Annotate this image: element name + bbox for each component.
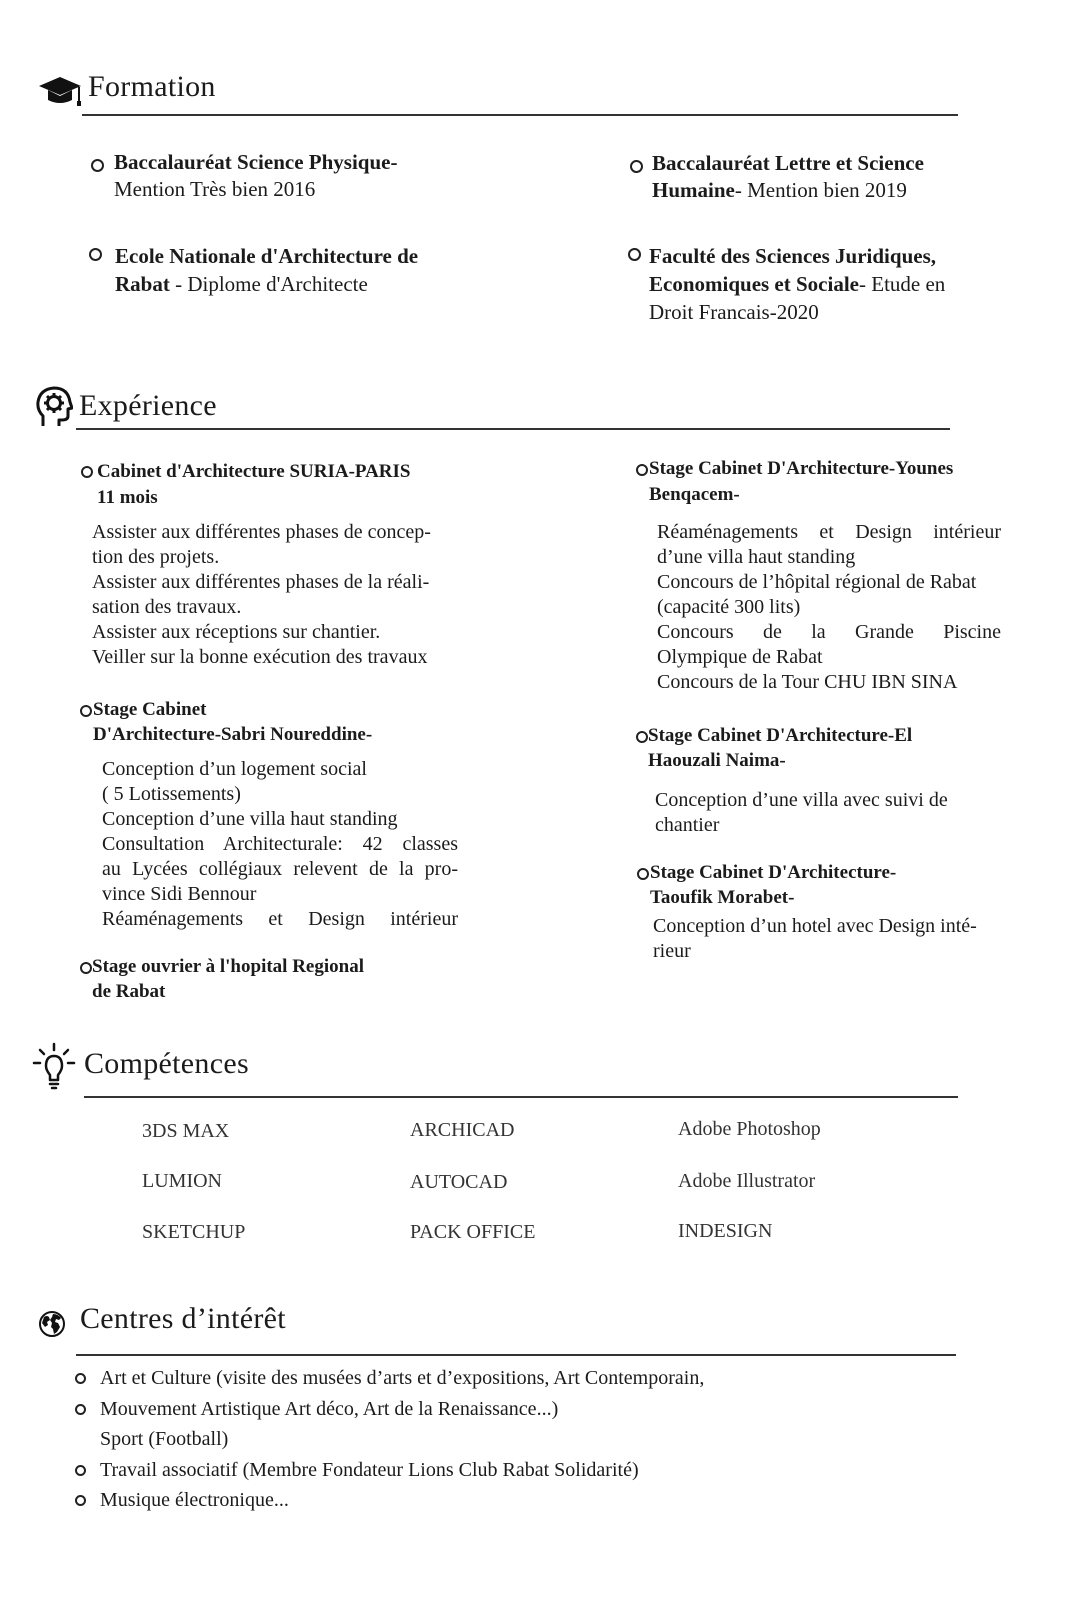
bullet (91, 159, 104, 172)
formation-item (114, 149, 474, 203)
bullet (637, 868, 649, 880)
competences-section-icon (32, 1042, 76, 1090)
experience-divider (76, 428, 950, 430)
experience-item-title-cont: D'Architecture-Sabri Noureddine- (93, 724, 373, 745)
formation-item-detail-cont: Droit Francais-2020 (649, 300, 819, 324)
skill-item: SKETCHUP (142, 1221, 246, 1243)
experience-item-description (102, 757, 458, 932)
formation-divider (82, 114, 958, 116)
description-line: Assister aux réceptions sur chantier. (92, 621, 381, 643)
experience-item-title-cont: Benqacem- (649, 484, 740, 505)
formation-item-title-cont: Rabat (115, 272, 170, 296)
graduation-cap-icon (38, 74, 84, 108)
description-line: Conception d’une villa avec suivi de (655, 789, 948, 811)
experience-item-title: Stage ouvrier à l'hopital Regional (92, 956, 364, 977)
description-line: Concours de l’hôpital régional de Rabat (657, 571, 977, 593)
formation-section-icon (38, 74, 84, 108)
experience-item-title: Stage Cabinet D'Architecture-El (648, 725, 913, 746)
skill-item: AUTOCAD (410, 1171, 508, 1193)
experience-item-title: Stage Cabinet D'Architecture-Younes (649, 458, 954, 479)
experience-section-icon (35, 386, 73, 428)
description-line: Conception d’une villa haut standing (102, 808, 398, 830)
description-line: Concours de la Grande Piscine (657, 621, 1001, 643)
interets-list (100, 1363, 704, 1516)
description-line: Consultation Architecturale: 42 classes (102, 833, 458, 855)
formation-item-detail: - Mention bien 2019 (734, 178, 907, 202)
description-line: Réaménagements et Design intérieur (102, 908, 458, 930)
bullet (89, 248, 102, 261)
interet-line: Musique électronique... (100, 1489, 289, 1511)
experience-item-description (653, 914, 1003, 964)
bullet (75, 1465, 86, 1476)
description-line: Concours de la Tour CHU IBN SINA (657, 671, 958, 693)
formation-item (649, 242, 1009, 326)
description-line: Conception d’un logement social (102, 758, 367, 780)
skill-item: Adobe Illustrator (678, 1170, 816, 1192)
head-gear-icon (35, 386, 73, 428)
skill-item: LUMION (142, 1170, 222, 1192)
description-line: Olympique de Rabat (657, 646, 823, 668)
skill-item: PACK OFFICE (410, 1221, 536, 1243)
formation-item-detail: - Diplome d'Architecte (169, 272, 368, 296)
description-line: sation des travaux. (92, 596, 242, 618)
description-line: Réaménagements et Design intérieur (657, 521, 1001, 543)
interet-line: Mouvement Artistique Art déco, Art de la Renaissance...) (100, 1397, 559, 1420)
formation-item-title: Baccalauréat Science Physique- (114, 150, 398, 174)
bullet (636, 731, 648, 743)
bullet (81, 466, 93, 478)
bullet (80, 962, 92, 974)
bullet (628, 248, 641, 261)
globe-icon (38, 1310, 66, 1338)
bullet (80, 705, 92, 717)
description-line: au Lycées collégiaux relevent de la pro- (102, 858, 458, 880)
formation-item-title: Baccalauréat Lettre et Science (652, 151, 924, 175)
competences-divider (84, 1096, 958, 1098)
interet-line: Travail associatif (Membre Fondateur Lions Club Rabat Solidarité) (100, 1458, 639, 1481)
formation-item-title-cont: Economiques et Sociale (649, 272, 859, 296)
description-line: Assister aux différentes phases de concep- (92, 521, 431, 543)
description-line: tion des projets. (92, 546, 220, 568)
interets-title: Centres d’intérêt (80, 1302, 286, 1335)
description-line: vince Sidi Bennour (102, 883, 257, 905)
bullet (630, 160, 643, 173)
formation-item-detail: Mention Très bien 2016 (114, 177, 316, 201)
bullet (75, 1373, 86, 1384)
experience-item-description (657, 520, 1001, 695)
formation-item (115, 242, 495, 298)
lightbulb-icon (32, 1042, 76, 1090)
experience-item-duration: 11 mois (97, 487, 158, 508)
description-line: d’une villa haut standing (657, 546, 856, 568)
formation-title: Formation (88, 70, 216, 103)
interets-section-icon (38, 1310, 66, 1338)
skill-item: ARCHICAD (410, 1119, 515, 1141)
experience-item-title-cont: de Rabat (92, 981, 166, 1002)
experience-item-description (92, 520, 462, 670)
formation-item-title-cont: Humaine (652, 178, 735, 202)
description-line: rieur (653, 940, 691, 962)
description-line: chantier (655, 814, 720, 836)
description-line: Conception d’un hotel avec Design inté- (653, 915, 977, 937)
formation-item (652, 150, 1012, 204)
experience-item-title: Cabinet d'Architecture SURIA-PARIS (97, 461, 411, 482)
competences-title: Compétences (84, 1047, 249, 1080)
experience-title: Expérience (79, 389, 217, 422)
experience-item-title: Stage Cabinet D'Architecture- (650, 862, 897, 883)
formation-item-title: Faculté des Sciences Juridiques, (649, 244, 936, 268)
formation-item-title: Ecole Nationale d'Architecture de (115, 244, 419, 268)
bullet (75, 1495, 86, 1506)
description-line: Veiller sur la bonne exécution des travaux (92, 646, 428, 668)
skill-item: 3DS MAX (142, 1120, 230, 1142)
skill-item: Adobe Photoshop (678, 1118, 821, 1140)
interet-line: Art et Culture (visite des musées d’arts et d’expositions, Art Contemporain, (100, 1367, 705, 1389)
description-line: ( 5 Lotissements) (102, 783, 241, 805)
formation-item-detail: - Etude en (859, 272, 946, 296)
interets-divider (76, 1354, 956, 1356)
experience-item-description (655, 788, 999, 838)
experience-item-title-cont: Haouzali Naima- (648, 750, 786, 771)
description-line: Assister aux différentes phases de la réali- (92, 571, 430, 593)
interet-line: Sport (Football) (100, 1428, 229, 1450)
experience-item-title: Stage Cabinet (93, 699, 207, 720)
description-line: (capacité 300 lits) (657, 596, 801, 618)
bullet (636, 464, 648, 476)
bullet (75, 1404, 86, 1415)
experience-item-title-cont: Taoufik Morabet- (650, 887, 795, 908)
skill-item: INDESIGN (678, 1220, 773, 1242)
